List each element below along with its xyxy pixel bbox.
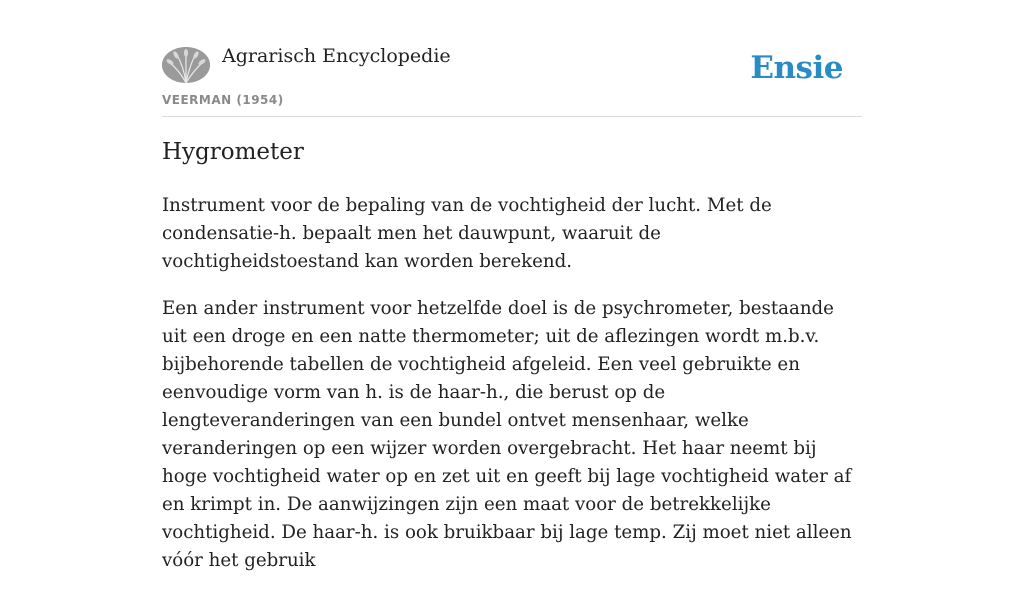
article-body [162, 192, 862, 594]
wheat-ears-icon [162, 47, 210, 83]
article-paragraph: Instrument voor de bepaling van de vochtigheid der lucht. Met de condensatie-h. bepaalt men het dauwpunt, waaruit de vochtigheidstoestand kan worden berekend. [162, 195, 772, 272]
article-title: Hygrometer [162, 139, 304, 165]
source-title[interactable]: Agrarisch Encyclopedie [222, 45, 451, 67]
article-paragraph: Een ander instrument voor hetzelfde doel is de psychrometer, bestaande uit een droge en een natte thermometer; uit de aflezingen wordt m.b.v. bijbehorende tabellen de vochtigheid afgeleid. Een veel gebruikte en eenvoudige vorm van h. is de haar-h., die berust op de lengteveranderingen van een bundel ontvet mensenhaar, welke veranderingen op een wijzer worden overgebracht. Het haar neemt bij hoge vochtigheid water op en zet uit en geeft bij lage vochtigheid water af en krimpt in. De aanwijzingen zijn een maat voor de betrekkelijke vochtigheid. De haar-h. is ook bruikbaar bij lage temp. Zij moet niet alleen vóór het gebruik [162, 298, 852, 571]
author-label: VEERMAN (1954) [162, 93, 284, 107]
page [162, 0, 862, 571]
brand-logo[interactable]: Ensie [750, 50, 843, 86]
site-header [162, 0, 862, 117]
